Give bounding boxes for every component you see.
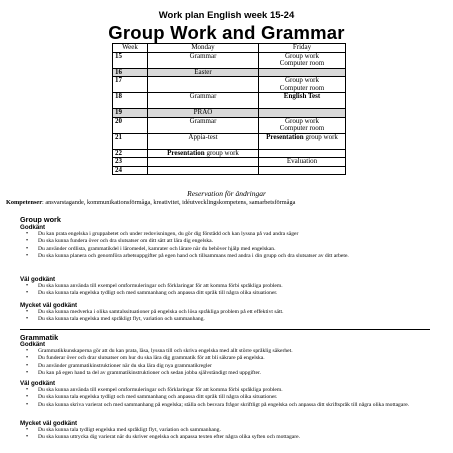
group-work-mycket-val-godkant-list <box>20 309 440 324</box>
list-item: • Du ska kunna medverka i olika samtalssituationer på engelska och lösa språkliga problem på ett effektivt sätt. <box>20 309 440 316</box>
friday-line-2: Computer room <box>279 124 325 132</box>
week-cell: 21 <box>113 133 148 149</box>
list-item: • Du ska kunna tala engelska tydligt och med sammanhang och anpassa ditt språk till några olika situationer. <box>20 290 440 297</box>
table-row <box>113 166 346 175</box>
header-monday: Monday <box>148 44 259 53</box>
list-item: • Du ska kunna använda till exempel omformuleringar och förklaringar för att komma förbi språkliga problem. <box>20 283 440 290</box>
list-item: • Du ska kunna tala engelska med språkligt flyt, variation och sammanhang. <box>20 316 440 323</box>
header-week: Week <box>113 44 148 53</box>
group-work-mycket-val-godkant-label: Mycket väl godkänt <box>20 302 78 309</box>
list-item: • Du ska kunna fundera över och dra slutsatser om ditt sätt att lära dig engelska. <box>20 238 440 245</box>
friday-cell <box>259 133 346 149</box>
friday-cell <box>259 77 346 93</box>
monday-presentation: Presentation <box>167 148 205 157</box>
competencies-label: Kompetenser <box>6 199 43 206</box>
list-item: • Grammatikkunskaperna gör att du kan prata, läsa, lyssna till och skriva engelska med allt större språklig säkerhet. <box>20 348 440 355</box>
list-item: • Du funderar över och drar slutsatser om hur du ska lära dig grammatik för att bli säkrare på engelska. <box>20 355 440 362</box>
grammar-val-godkant-label: Väl godkänt <box>20 380 56 387</box>
group-work-heading: Group work <box>20 215 61 224</box>
friday-line-2: Computer room <box>279 59 325 67</box>
table-row <box>113 93 346 109</box>
table-row <box>113 52 346 68</box>
list-item: • Du kan på egen hand ta del av grammatikinstruktioner och sedan jobba självständigt med uppgifter. <box>20 370 440 377</box>
section-divider <box>20 329 430 330</box>
friday-cell <box>259 166 346 175</box>
week-cell: 18 <box>113 93 148 109</box>
monday-cell <box>148 149 259 158</box>
competencies-text: : ansvarstagande, kommunikationsförmåga, kreativitet, idéutvecklingskompetens, samarbetsförmåga <box>42 199 296 206</box>
monday-cell: Grammar <box>148 93 259 109</box>
week-cell: 20 <box>113 117 148 133</box>
week-cell: 17 <box>113 77 148 93</box>
list-item: • Du ska kunna tala engelska tydligt och med sammanhang och anpassa ditt språk till några olika situationer. <box>20 394 440 401</box>
list-item: • Du ska kunna använda till exempel omformuleringar och förklaringar för att komma förbi språkliga problem. <box>20 387 440 394</box>
competencies-line <box>6 199 295 206</box>
friday-line-1: Group work <box>284 116 320 125</box>
week-cell: 15 <box>113 52 148 68</box>
grammar-heading: Grammatik <box>20 333 59 342</box>
monday-cell: Easter <box>148 68 259 77</box>
table-row <box>113 133 346 149</box>
list-item: • Du ska kunna uttrycka dig varierat när du skriver engelska och anpassa texten efter några olika syften och mottagare. <box>20 434 440 441</box>
table-row <box>113 77 346 93</box>
table-row <box>113 158 346 167</box>
group-work-godkant-label: Godkänt <box>20 224 46 231</box>
week-cell: 19 <box>113 109 148 118</box>
friday-line-2: Computer room <box>279 83 325 92</box>
grammar-godkant-label: Godkänt <box>20 341 46 348</box>
group-work-godkant-list <box>20 231 440 261</box>
monday-cell: Grammar <box>148 117 259 133</box>
list-item: • Du använder ordlista, grammatikdel i läromedel, kamrater och lärare när du behöver hjälp med engelskan. <box>20 246 440 253</box>
list-item: • Du kan prata engelska i gruppabetet och under redovisningen, du gör dig förstådd och kan lyssna på vad andra säger <box>20 231 440 238</box>
schedule-table <box>112 43 346 175</box>
group-work-val-godkant-list <box>20 283 440 298</box>
monday-cell <box>148 77 259 93</box>
grammar-mycket-val-godkant-label: Mycket väl godkänt <box>20 420 78 427</box>
list-item: • Du ska kunna planera och genomföra arbetsuppgifter på egen hand och tillsammans med andra i din grupp och dra slutsatser av ditt arbete. <box>20 253 440 260</box>
group-work-val-godkant-label: Väl godkänt <box>20 276 56 283</box>
monday-cell: Grammar <box>148 52 259 68</box>
friday-cell <box>259 52 346 68</box>
week-cell: 24 <box>113 166 148 175</box>
list-item: • Du ska kunna tala tydligt engelska med språkligt flyt, variation och sammanhang. <box>20 427 440 434</box>
monday-cell: Appia-test <box>148 133 259 149</box>
friday-cell <box>259 117 346 133</box>
header-friday: Friday <box>259 44 346 53</box>
page-title: Group Work and Grammar <box>108 22 345 43</box>
monday-cell <box>148 166 259 175</box>
list-item: • Du ska kunna skriva varierat och med sammanhang på engelska; ställa och besvara frågor skriftligt på engelska och anpassa ditt skriftspråk till några olika mottagare. <box>20 402 440 409</box>
friday-line-1: Group work <box>284 51 320 60</box>
week-cell: 22 <box>113 149 148 158</box>
monday-cell <box>148 158 259 167</box>
grammar-godkant-list <box>20 348 440 378</box>
friday-group-work: group work <box>303 132 338 141</box>
week-cell: 16 <box>113 68 148 77</box>
friday-cell: Evaluation <box>259 158 346 167</box>
monday-cell: PRAO <box>148 109 259 118</box>
grammar-val-godkant-list <box>20 387 440 409</box>
monday-group-work: group work <box>204 148 239 157</box>
week-cell: 23 <box>113 158 148 167</box>
table-row <box>113 117 346 133</box>
friday-cell: English Test <box>259 93 346 109</box>
work-plan-subtitle: Work plan English week 15-24 <box>158 10 295 21</box>
friday-line-1: Group work <box>284 76 320 84</box>
friday-presentation: Presentation <box>266 132 304 141</box>
reservation-note: Reservation för ändringar <box>187 189 266 198</box>
grammar-mycket-val-godkant-list <box>20 427 440 442</box>
list-item: • Du använder grammatikinstruktioner när du ska lära dig nya grammatikregler <box>20 363 440 370</box>
